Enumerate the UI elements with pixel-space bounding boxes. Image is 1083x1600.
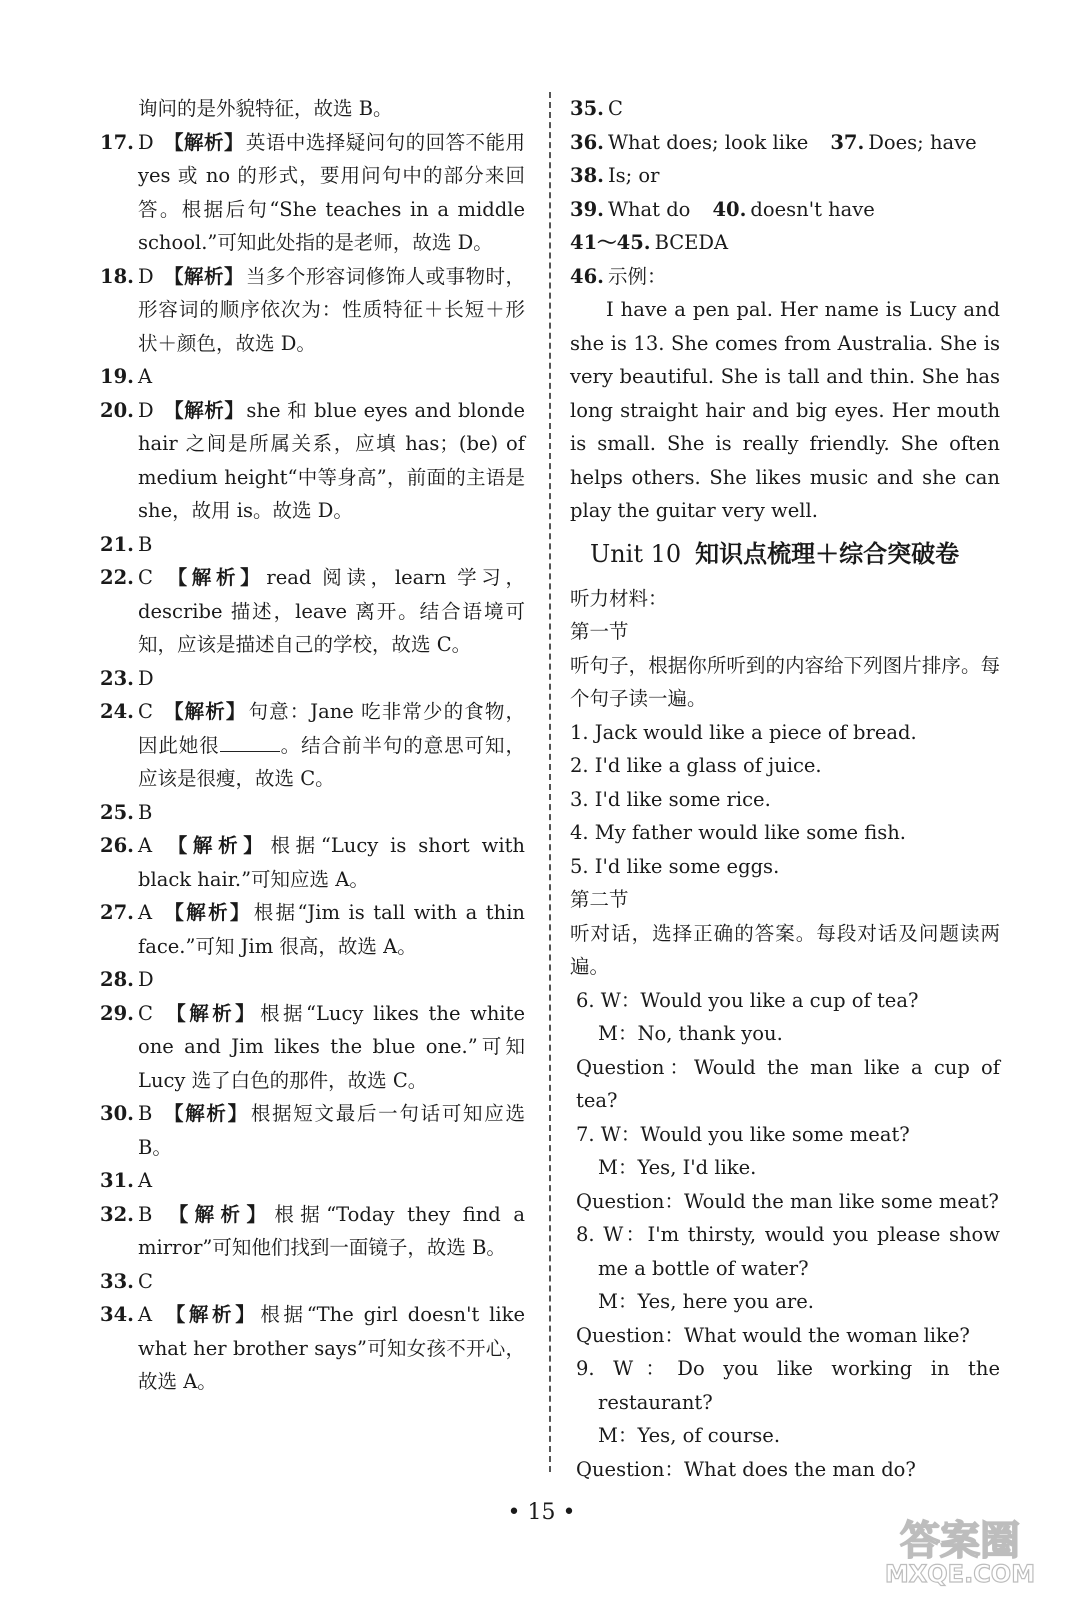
answer-number: 23.	[100, 666, 134, 690]
answer-number: 28.	[100, 968, 134, 991]
answer-item	[570, 92, 1000, 126]
dialogue-woman-line: 8. W：I'm thirsty, would you please show me a bottle of water?	[576, 1223, 1000, 1280]
page-number: • 15 •	[507, 1500, 576, 1525]
dialogue-man-line: M：No, thank you.	[598, 1022, 783, 1045]
answer-number: 22.	[100, 566, 134, 589]
answer-item	[570, 193, 1000, 227]
answer-letter: C	[137, 700, 153, 723]
answer-number: 18.	[100, 264, 134, 288]
analysis-text: 根据“Today they find a mirror”可知他们找到一面镜子，故选 B。	[138, 1202, 525, 1259]
analysis-text: read 阅读，learn 学习，describe 描述，leave 离开。结合语境可知，应该是描述自己的学校，故选 C。	[138, 566, 525, 656]
answer-number: 38.	[570, 164, 604, 187]
dialogue-question: Question：Would the man like a cup of tea?	[576, 1055, 1000, 1112]
analysis-text: 句意：Jane 吃非常少的食物，因此她很	[138, 700, 525, 757]
answer-number: 20.	[100, 398, 134, 422]
answer-number: 30.	[100, 1102, 134, 1125]
section-2-title: 第二节	[570, 888, 629, 911]
answer-number: 26.	[100, 834, 134, 857]
answer-text: What does; look like	[607, 130, 809, 154]
analysis-text: she 和 blue eyes and blonde hair 之间是所属关系，应填 has；(be) of medium height“中等身高”，前面的主语是 she，故用 is。故选 D。	[138, 398, 525, 522]
answer-item	[100, 997, 525, 1098]
answer-item	[570, 126, 1000, 160]
answer-text: C	[607, 97, 623, 120]
left-column	[100, 92, 525, 1399]
dialogue-man-line: M：Yes, here you are.	[598, 1290, 814, 1313]
analysis-tag: 【解析】	[162, 700, 247, 723]
svg-text:MXQE.COM: MXQE.COM	[884, 1560, 1036, 1588]
answer-text: 示例：	[607, 264, 667, 288]
sample-essay: I have a pen pal. Her name is Lucy and she is 13. She comes from Australia. She is very beautiful. She is tall and thin. She has long straight hair and big eyes. Her mouth is small. She is really friendly. She often helps others. She likes music and she can play the guitar very well.	[570, 298, 1000, 522]
answer-number: 19.	[100, 365, 134, 388]
answer-letter: C	[137, 566, 153, 589]
answer-letter: A	[137, 1169, 153, 1192]
answer-item	[570, 260, 1000, 294]
analysis-text: 。结合前半句的意思可知，应该是很瘦，故选 C。	[138, 733, 525, 790]
answer-letter: B	[137, 532, 153, 556]
answer-number: 35.	[570, 97, 604, 120]
svg-text:答案圈: 答案圈	[900, 1518, 1020, 1564]
answer-item	[100, 829, 525, 896]
section-1-instructions: 听句子，根据你所听到的内容给下列图片排序。每个句子读一遍。	[570, 653, 1000, 710]
analysis-text: 根据“Lucy is short with black hair.”可知应选 A。	[138, 834, 525, 891]
column-divider	[549, 92, 551, 1472]
answer-number: 17.	[100, 130, 134, 154]
listening-sentence: 4. My father would like some fish.	[570, 821, 906, 844]
right-column	[570, 92, 1000, 1486]
unit-code: Unit 10	[590, 539, 682, 568]
answer-letter: A	[137, 1303, 153, 1326]
answer-number: 31.	[100, 1169, 134, 1192]
answer-number: 40.	[712, 197, 747, 221]
listening-heading: 听力材料：	[570, 586, 668, 610]
unit-title	[590, 532, 1000, 576]
section-1-title: 第一节	[570, 620, 629, 643]
answer-item	[100, 394, 525, 528]
analysis-text: 根据“Lucy likes the white one and Jim likes the blue one.”可知 Lucy 选了白色的那件，故选 C。	[138, 1001, 525, 1092]
answer-item	[100, 260, 525, 361]
analysis-tag: 【解析】	[162, 1202, 273, 1226]
answer-number: 29.	[100, 1001, 134, 1025]
answer-item	[100, 126, 525, 260]
answer-item	[570, 226, 1000, 260]
answer-number: 39.	[570, 197, 604, 221]
answer-item	[100, 528, 525, 562]
answer-letter: A	[137, 365, 153, 388]
listening-sentence: 1. Jack would like a piece of bread.	[570, 720, 917, 744]
unit-name: 知识点梳理＋综合突破卷	[695, 539, 960, 568]
dialogue-question: Question：What does the man do?	[576, 1457, 916, 1481]
answer-item	[100, 963, 525, 997]
answer-letter: A	[137, 901, 153, 924]
answer-item	[100, 92, 525, 126]
answer-number: 46.	[570, 264, 604, 288]
answer-item	[100, 1298, 525, 1399]
answer-letter: A	[137, 834, 153, 857]
analysis-tag: 【解析】	[162, 566, 265, 589]
answer-number: 27.	[100, 901, 134, 924]
answer-item	[100, 1265, 525, 1299]
analysis-tag: 【解析】	[162, 1303, 259, 1326]
dialogue-man-line: M：Yes, I'd like.	[598, 1156, 757, 1179]
answer-number: 21.	[100, 532, 134, 556]
answer-item	[100, 360, 525, 394]
answer-number: 37.	[830, 130, 865, 154]
answer-item	[100, 695, 525, 796]
analysis-text: 当多个形容词修饰人或事物时，形容词的顺序依次为：性质特征＋长短＋形状＋颜色，故选 D。	[138, 264, 525, 355]
answer-text: Does; have	[868, 130, 977, 154]
dialogue-woman-line: 6. W：Would you like a cup of tea?	[576, 988, 919, 1012]
analysis-text: 英语中选择疑问句的回答不能用 yes 或 no 的形式，要用问句中的部分来回答。根据后句“She teaches in a middle school.”可知此处指的是老师，故选 D。	[138, 130, 525, 254]
answer-item	[100, 1164, 525, 1198]
listening-sentence: 2. I'd like a glass of juice.	[570, 754, 822, 777]
answer-number: 32.	[100, 1202, 134, 1226]
answer-item	[100, 662, 525, 696]
dialogue-question: Question：Would the man like some meat?	[576, 1189, 999, 1213]
analysis-tag: 【解析】	[162, 834, 269, 857]
listening-dialogues	[570, 984, 1000, 1487]
analysis-tag: 【解析】	[163, 264, 244, 288]
answer-list-35-46	[570, 92, 1000, 293]
answer-number: 25.	[100, 800, 134, 824]
answer-letter: D	[137, 666, 154, 690]
answer-item	[100, 1097, 525, 1164]
answer-number: 33.	[100, 1269, 134, 1293]
dialogue-woman-line: 9. W：Do you like working in the restaurant?	[576, 1357, 1000, 1414]
answer-letter: C	[137, 1001, 153, 1025]
dialogue-question: Question：What would the woman like?	[576, 1323, 970, 1347]
answer-letter: D	[137, 264, 154, 288]
analysis-tag: 【解析】	[162, 1001, 259, 1025]
listening-sentence: 5. I'd like some eggs.	[570, 854, 780, 878]
dialogue-man-line: M：Yes, of course.	[598, 1424, 781, 1447]
analysis-tag: 【解析】	[163, 130, 244, 154]
listening-sentence: 3. I'd like some rice.	[570, 787, 771, 811]
answer-letter: B	[137, 1202, 153, 1226]
answer-number: 36.	[570, 130, 604, 154]
answer-letter: C	[137, 1269, 153, 1293]
section-2-instructions: 听对话，选择正确的答案。每段对话及问题读两遍。	[570, 921, 1000, 978]
answer-number: 24.	[100, 700, 134, 723]
answer-letter: D	[137, 130, 154, 154]
answer-number: 34.	[100, 1303, 134, 1326]
fill-blank	[220, 733, 280, 752]
analysis-text: 根据“Jim is tall with a thin face.”可知 Jim 很高，故选 A。	[138, 901, 525, 958]
answer-letter: D	[137, 968, 154, 991]
analysis-tag: 【解析】	[162, 1102, 249, 1125]
answer-number: 41～45.	[570, 231, 651, 254]
answer-letter: B	[137, 1102, 153, 1125]
dialogue-woman-line: 7. W：Would you like some meat?	[576, 1122, 910, 1146]
answer-item	[100, 896, 525, 963]
analysis-tag: 【解析】	[162, 901, 252, 924]
answer-text: BCEDA	[654, 231, 729, 254]
answer-text: What do	[607, 197, 691, 221]
answer-item	[100, 796, 525, 830]
answer-letter: B	[137, 800, 153, 824]
analysis-text: 根据“The girl doesn't like what her brother says”可知女孩不开心，故选 A。	[138, 1303, 525, 1393]
answer-item	[100, 1198, 525, 1265]
analysis-tag: 【解析】	[163, 398, 245, 422]
watermark-logo	[855, 1512, 1065, 1588]
analysis-text: 根据短文最后一句话可知应选 B。	[138, 1102, 525, 1159]
answer-letter: D	[137, 398, 154, 422]
analysis-text: 询问的是外貌特征，故选 B。	[138, 97, 393, 120]
answer-item	[570, 159, 1000, 193]
answer-item	[100, 561, 525, 662]
answer-text: doesn't have	[750, 197, 875, 221]
listening-sentences	[570, 716, 1000, 884]
answer-text: Is; or	[607, 164, 660, 187]
